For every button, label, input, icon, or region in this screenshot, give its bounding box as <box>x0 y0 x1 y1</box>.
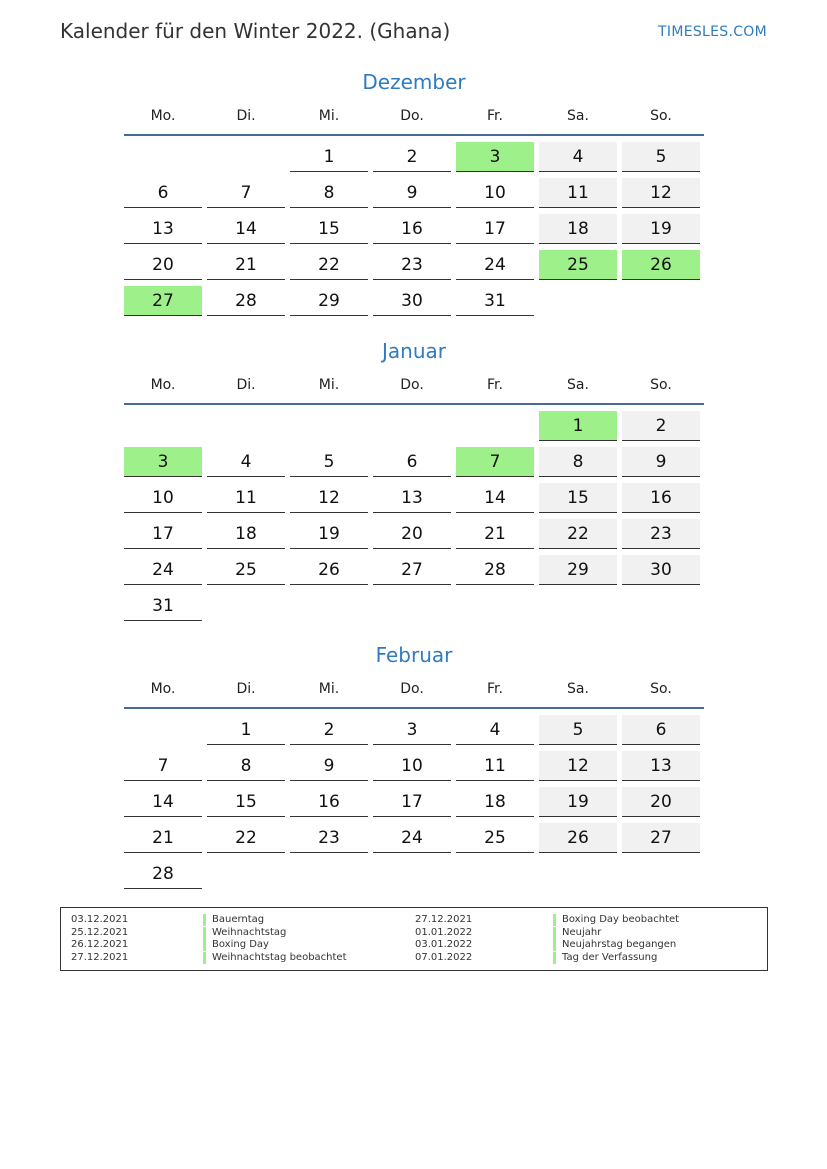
day-cell: 1 <box>290 142 368 172</box>
legend-holiday-name: Weihnachtstag beobachtet <box>203 952 347 964</box>
day-cell-holiday: 26 <box>622 250 700 280</box>
weekday-label: So. <box>650 377 672 393</box>
day-cell: 18 <box>539 214 617 244</box>
weekday-label: Mo. <box>150 681 176 697</box>
month-name: Januar <box>382 339 446 363</box>
day-cell: 26 <box>290 555 368 585</box>
day-cell: 4 <box>539 142 617 172</box>
holiday-legend <box>60 907 768 971</box>
day-cell: 20 <box>124 250 202 280</box>
weekday-label: Sa. <box>567 681 589 697</box>
day-cell: 9 <box>290 751 368 781</box>
weekday-label: Fr. <box>487 377 503 393</box>
day-cell: 26 <box>539 823 617 853</box>
weekday-label: Di. <box>236 108 256 124</box>
day-cell: 19 <box>290 519 368 549</box>
legend-holiday-name: Bauerntag <box>203 914 264 926</box>
legend-holiday-name: Weihnachtstag <box>203 927 286 939</box>
weekday-label: Fr. <box>487 681 503 697</box>
day-cell-holiday: 27 <box>124 286 202 316</box>
day-cell: 23 <box>622 519 700 549</box>
day-cell-holiday: 3 <box>124 447 202 477</box>
day-cell: 24 <box>456 250 534 280</box>
legend-date: 25.12.2021 <box>71 926 129 938</box>
weekday-label: Mi. <box>318 108 340 124</box>
day-cell: 12 <box>539 751 617 781</box>
day-cell: 30 <box>622 555 700 585</box>
day-cell: 8 <box>539 447 617 477</box>
day-cell: 31 <box>124 591 202 621</box>
day-cell: 6 <box>622 715 700 745</box>
day-cell: 9 <box>373 178 451 208</box>
site-link[interactable]: TIMESLES.COM <box>658 24 767 40</box>
day-cell: 15 <box>207 787 285 817</box>
legend-holiday-name: Boxing Day beobachtet <box>553 914 679 926</box>
day-cell-holiday: 1 <box>539 411 617 441</box>
month-name: Februar <box>375 643 453 667</box>
day-cell: 4 <box>456 715 534 745</box>
weekday-label: Do. <box>400 681 424 697</box>
legend-row <box>61 939 767 952</box>
day-cell: 2 <box>290 715 368 745</box>
day-cell: 25 <box>207 555 285 585</box>
day-cell: 17 <box>373 787 451 817</box>
day-cell: 14 <box>207 214 285 244</box>
day-cell: 20 <box>373 519 451 549</box>
day-cell: 19 <box>539 787 617 817</box>
weekday-label: Fr. <box>487 108 503 124</box>
weekday-label: Di. <box>236 681 256 697</box>
day-cell: 30 <box>373 286 451 316</box>
day-cell: 7 <box>124 751 202 781</box>
day-cell: 7 <box>207 178 285 208</box>
day-cell: 6 <box>373 447 451 477</box>
day-cell: 16 <box>290 787 368 817</box>
day-cell: 22 <box>290 250 368 280</box>
day-cell: 17 <box>124 519 202 549</box>
day-cell: 23 <box>373 250 451 280</box>
legend-date: 27.12.2021 <box>415 914 473 925</box>
day-cell: 28 <box>456 555 534 585</box>
weekday-label: Di. <box>236 377 256 393</box>
weekday-label: Mi. <box>318 377 340 393</box>
legend-row <box>61 952 767 965</box>
legend-holiday-name: Boxing Day <box>203 939 269 951</box>
weekday-header <box>124 108 704 136</box>
day-cell: 23 <box>290 823 368 853</box>
day-cell: 28 <box>207 286 285 316</box>
day-cell: 5 <box>539 715 617 745</box>
day-cell: 11 <box>207 483 285 513</box>
day-cell: 19 <box>622 214 700 244</box>
legend-date: 01.01.2022 <box>415 926 473 938</box>
day-cell: 8 <box>207 751 285 781</box>
day-cell: 13 <box>124 214 202 244</box>
day-cell: 6 <box>124 178 202 208</box>
legend-holiday-name: Neujahr <box>553 927 601 939</box>
legend-row <box>61 927 767 940</box>
day-cell: 11 <box>539 178 617 208</box>
day-cell: 31 <box>456 286 534 316</box>
legend-date: 26.12.2021 <box>71 939 129 950</box>
day-cell: 15 <box>290 214 368 244</box>
day-cell: 9 <box>622 447 700 477</box>
day-cell: 28 <box>124 859 202 889</box>
day-cell: 13 <box>373 483 451 513</box>
day-cell: 22 <box>539 519 617 549</box>
weekday-label: Do. <box>400 377 424 393</box>
day-cell: 3 <box>373 715 451 745</box>
day-cell: 29 <box>290 286 368 316</box>
day-cell: 25 <box>456 823 534 853</box>
day-cell: 14 <box>456 483 534 513</box>
weekday-label: So. <box>650 108 672 124</box>
legend-row <box>61 914 767 927</box>
legend-date: 07.01.2022 <box>415 951 473 963</box>
weekday-label: Mo. <box>150 108 176 124</box>
legend-holiday-name: Tag der Verfassung <box>553 952 657 964</box>
day-cell-holiday: 7 <box>456 447 534 477</box>
day-cell: 24 <box>373 823 451 853</box>
day-cell: 18 <box>456 787 534 817</box>
day-cell: 21 <box>456 519 534 549</box>
day-cell: 2 <box>373 142 451 172</box>
month-name: Dezember <box>362 70 466 94</box>
day-cell: 13 <box>622 751 700 781</box>
weekday-label: Mo. <box>150 377 176 393</box>
legend-date: 27.12.2021 <box>71 951 129 963</box>
day-cell: 29 <box>539 555 617 585</box>
day-cell: 5 <box>290 447 368 477</box>
day-cell: 12 <box>290 483 368 513</box>
day-cell: 16 <box>373 214 451 244</box>
day-cell: 24 <box>124 555 202 585</box>
weekday-label: Sa. <box>567 377 589 393</box>
weekday-label: Do. <box>400 108 424 124</box>
day-cell: 16 <box>622 483 700 513</box>
day-cell: 15 <box>539 483 617 513</box>
day-cell: 27 <box>622 823 700 853</box>
weekday-label: So. <box>650 681 672 697</box>
weekday-label: Sa. <box>567 108 589 124</box>
day-cell: 10 <box>124 483 202 513</box>
day-cell: 18 <box>207 519 285 549</box>
legend-date: 03.12.2021 <box>71 914 129 925</box>
day-cell: 12 <box>622 178 700 208</box>
day-cell: 10 <box>373 751 451 781</box>
weekday-label: Mi. <box>318 681 340 697</box>
day-cell: 11 <box>456 751 534 781</box>
day-cell: 10 <box>456 178 534 208</box>
day-cell: 27 <box>373 555 451 585</box>
day-cell: 21 <box>124 823 202 853</box>
day-cell-holiday: 3 <box>456 142 534 172</box>
day-cell: 4 <box>207 447 285 477</box>
day-cell: 17 <box>456 214 534 244</box>
day-cell: 14 <box>124 787 202 817</box>
day-cell: 20 <box>622 787 700 817</box>
day-cell: 2 <box>622 411 700 441</box>
page-title: Kalender für den Winter 2022. (Ghana) <box>60 19 451 43</box>
weekday-header <box>124 681 704 709</box>
day-cell: 5 <box>622 142 700 172</box>
day-cell: 1 <box>207 715 285 745</box>
legend-holiday-name: Neujahrstag begangen <box>553 939 676 951</box>
weekday-header <box>124 377 704 405</box>
day-cell: 22 <box>207 823 285 853</box>
day-cell: 8 <box>290 178 368 208</box>
day-cell-holiday: 25 <box>539 250 617 280</box>
day-cell: 21 <box>207 250 285 280</box>
legend-date: 03.01.2022 <box>415 939 473 950</box>
